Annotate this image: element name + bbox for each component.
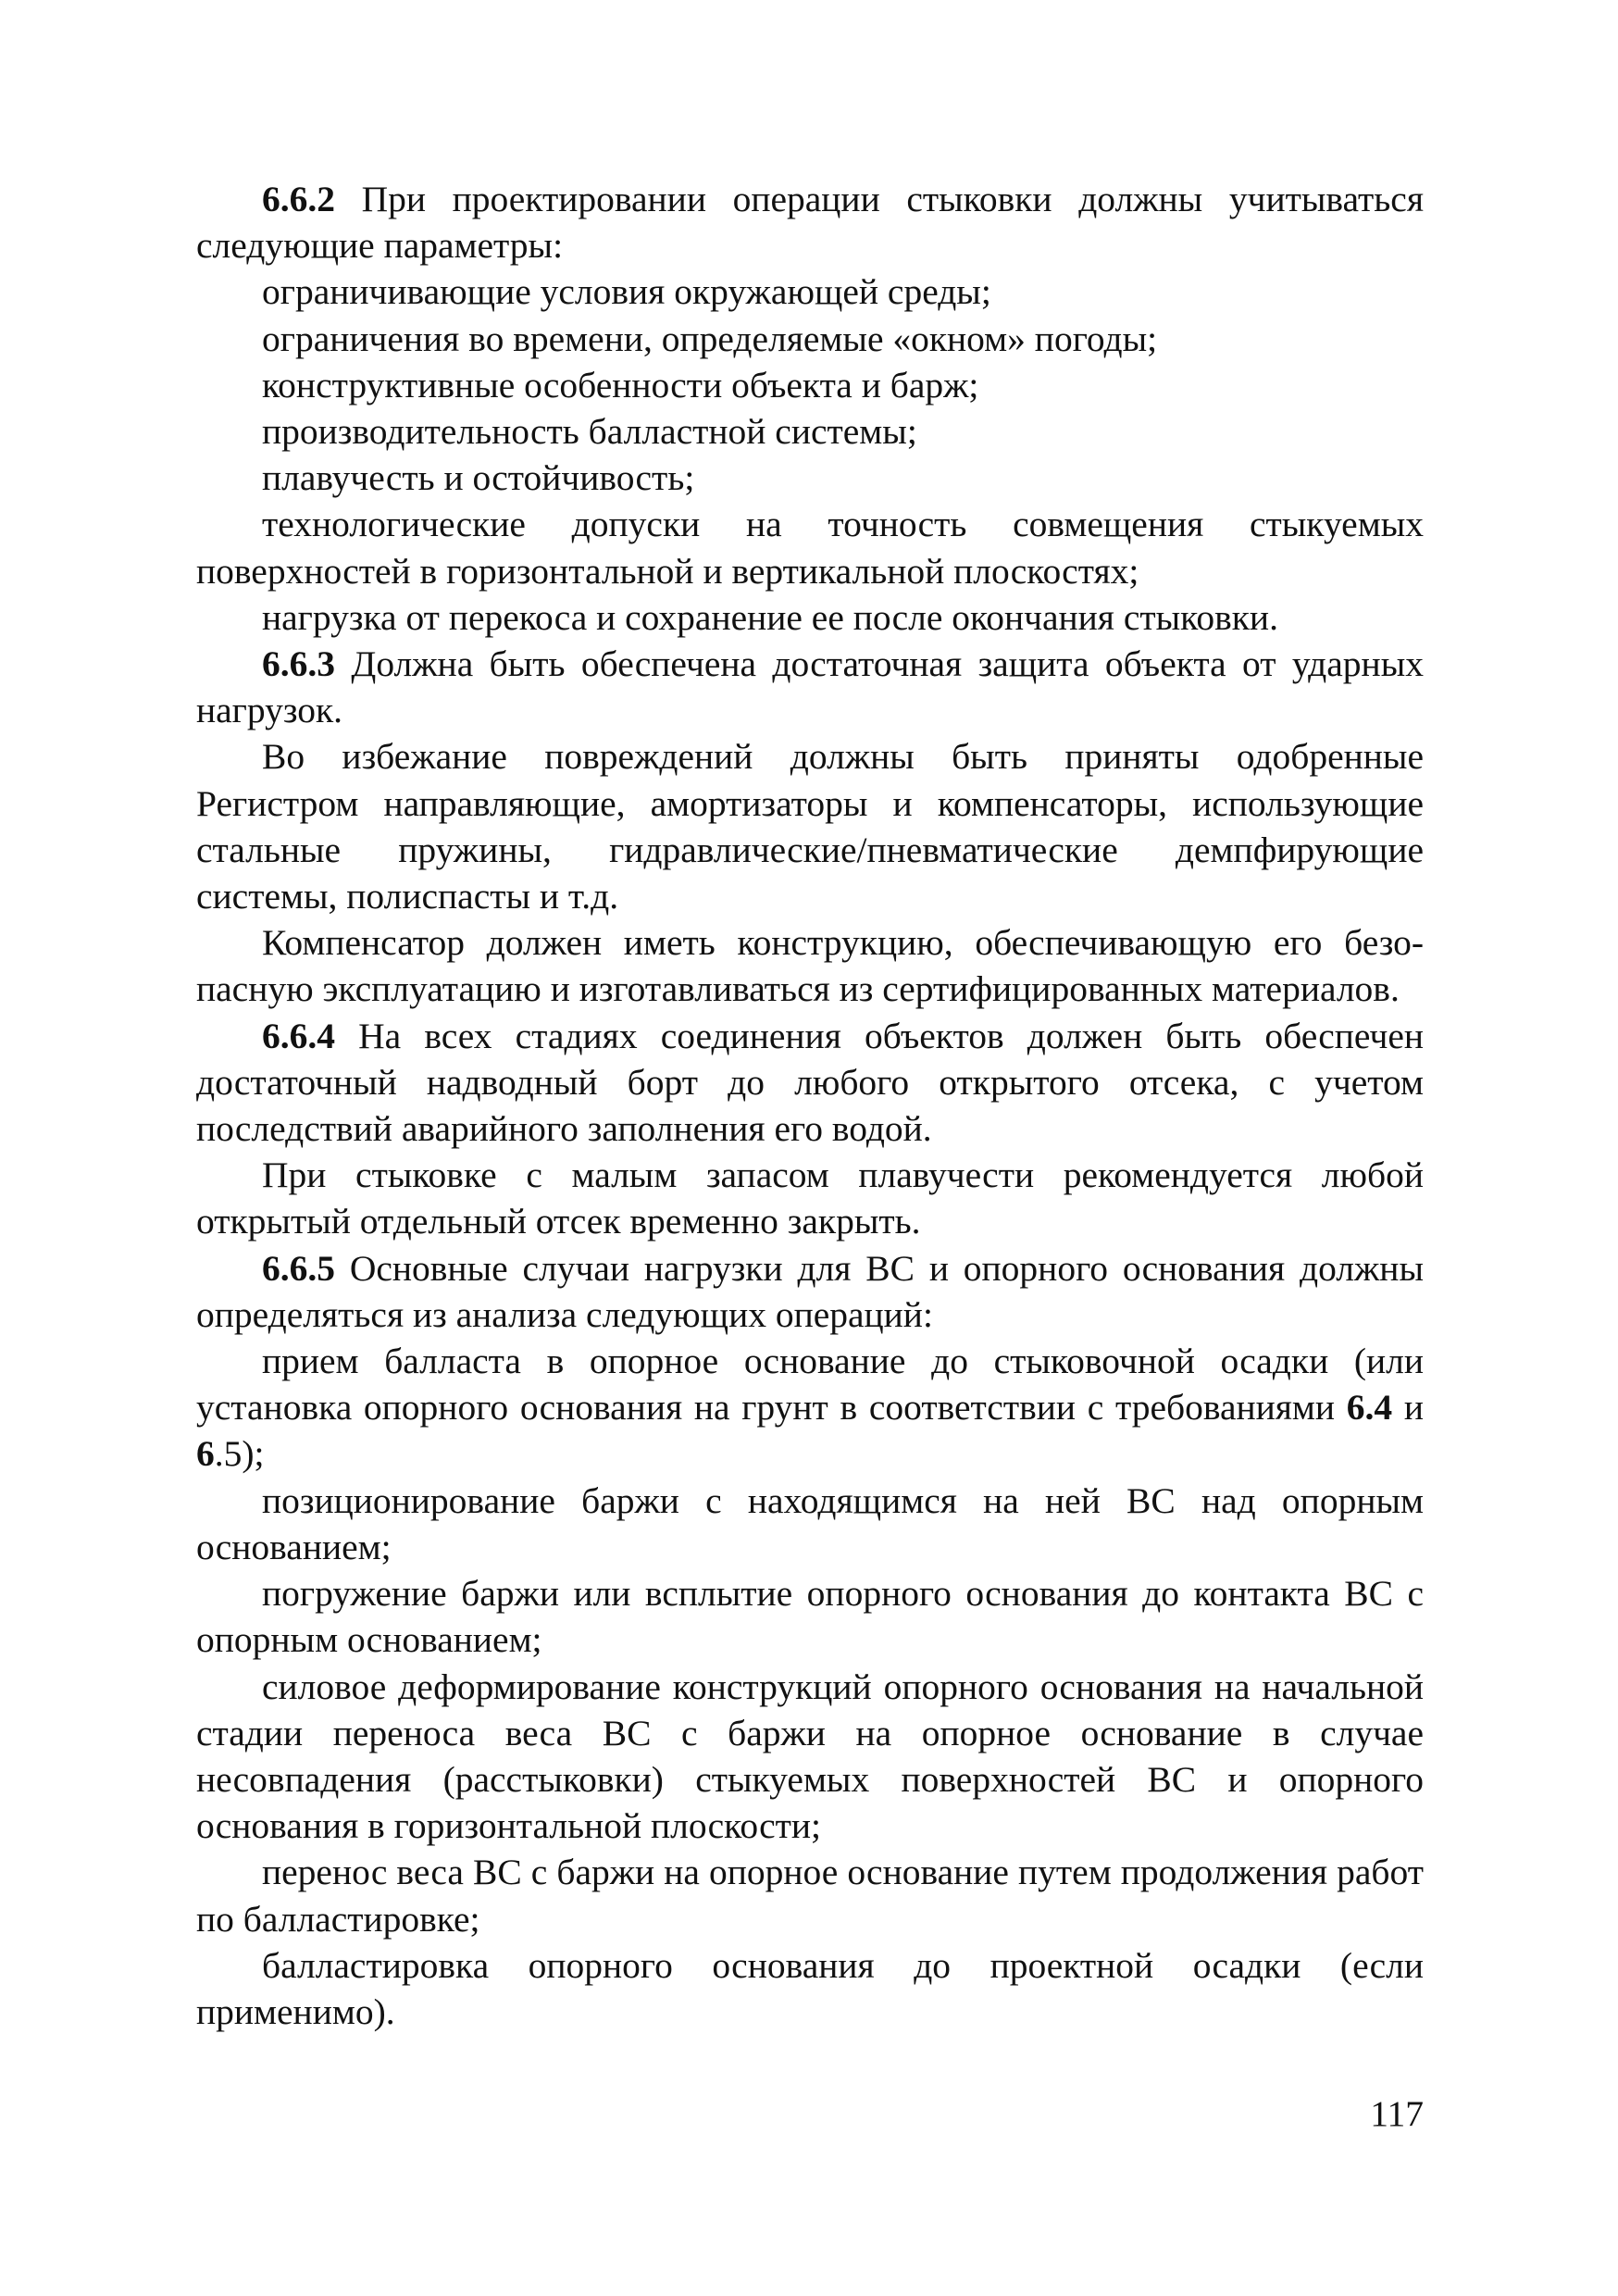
clause-6-6-2 (196, 176, 1424, 268)
list-item: нагрузка от перекоса и сохранение ее после окончания стыковки. (262, 596, 1278, 638)
clause-number: 6.6.5 (262, 1247, 335, 1289)
paragraph-text: ); (242, 1433, 265, 1475)
paragraph: Во избежание повреждений должны быть приняты одобренные Регистром направляющие, амортизаторы и компенсаторы, использующие стальные пружины, гидравлические/пневматические демпфирующие системы, полиспасты и т.д. (196, 736, 1424, 917)
paragraph-text: прием балласта в опорное основание до стыковочной осадки (или установка опорного основания на грунт в соответствии с требованиями (196, 1341, 1424, 1429)
list-item: перенос веса ВС с баржи на опорное основание путем продолжения работ по балластировке; (196, 1852, 1424, 1940)
clause-6-6-3 (196, 641, 1424, 733)
clause-6-6-5 (196, 1245, 1424, 1338)
paragraph: При стыковке с малым запасом плавучести рекомендуется любой открытый отдельный отсек временно закрыть. (196, 1154, 1424, 1242)
reference-suffix: .5 (214, 1433, 243, 1475)
list-item: силовое деформирование конструкций опорного основания на начальной стадии переноса веса ВС с баржи на опорное основание в случае несовпадения (расстыковки) стыкуемых поверхностей ВС и опорного основания в горизонтальной плоскости; (196, 1666, 1424, 1847)
clause-number: 6.6.4 (262, 1015, 335, 1056)
page-body (196, 176, 1424, 2035)
paragraph-text: Должна быть обеспечена достаточная защита объекта от ударных нагрузок. (196, 643, 1424, 731)
clause-number: 6.6.3 (262, 643, 335, 685)
clause-number: 6.6.2 (262, 179, 335, 219)
paragraph-text: Основные случаи нагрузки для ВС и опорного основания должны определяться из анализа следующих операций: (196, 1247, 1424, 1335)
reference-number: 6 (196, 1433, 215, 1475)
paragraph-text: и (1392, 1387, 1424, 1429)
paragraph-text: При проектировании операции стыковки должны учитываться следующие параметры: (196, 179, 1424, 267)
paragraph-text: На всех стадиях соединения объектов должен быть обеспечен достаточный надводный борт до любого открытого отсека, с учетом последствий аварийного заполнения его водой. (196, 1015, 1424, 1150)
list-item: ограничения во времени, определяемые «окном» погоды; (262, 318, 1158, 359)
list-item: позиционирование баржи с находящимся на ней ВС над опорным основанием; (196, 1479, 1424, 1567)
list-item: погружение баржи или всплытие опорного основания до контакта ВС с опорным основанием; (196, 1573, 1424, 1661)
list-item: конструктивные особенности объекта и барж; (262, 364, 979, 406)
paragraph: Компенсатор должен иметь конструкцию, обеспечивающую его безопасную эксплуатацию и изготавливаться из сертифицированных материалов. (196, 922, 1424, 1010)
list-item: ограничивающие условия окружающей среды; (262, 271, 991, 313)
list-item: плавучесть и остойчивость; (262, 457, 695, 499)
list-item (196, 1338, 1424, 1478)
list-item: балластировка опорного основания до проектной осадки (если применимо). (196, 1944, 1424, 2032)
page-number: 117 (1370, 2093, 1424, 2134)
reference-number: .4 (1364, 1387, 1393, 1429)
reference-number: 6 (1346, 1387, 1365, 1429)
list-item: технологические допуски на точность совмещения стыкуемых поверхностей в горизонтальной и вертикальной плоскостях; (196, 504, 1424, 592)
clause-6-6-4 (196, 1013, 1424, 1153)
list-item: производительность балластной системы; (262, 411, 917, 453)
